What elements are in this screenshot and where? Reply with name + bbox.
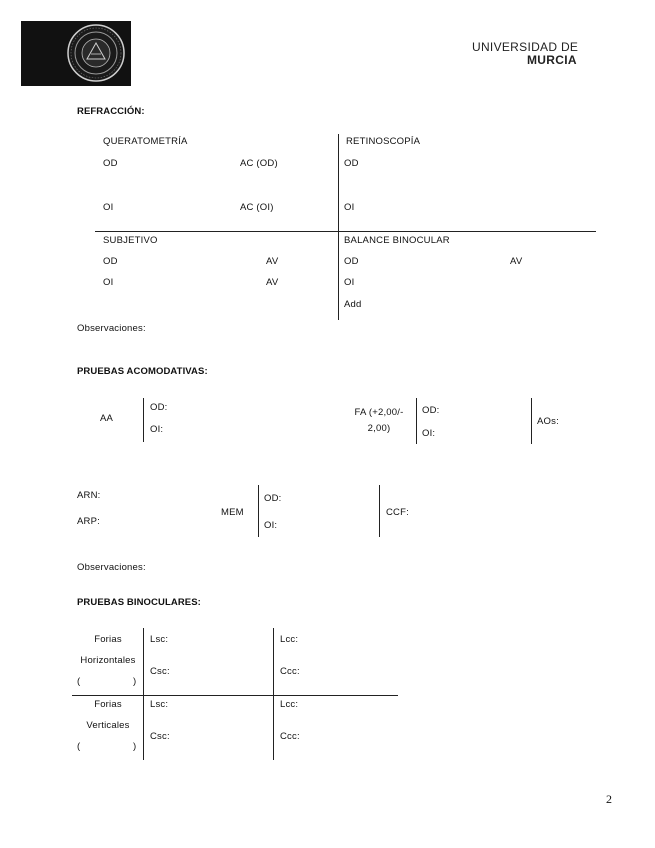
mem-od-label: OD: <box>264 493 282 504</box>
ccf-label: CCF: <box>386 507 409 518</box>
balance-od-av-label: AV <box>510 256 523 267</box>
binoculares-divider-right <box>273 628 274 760</box>
mem-oi-label: OI: <box>264 520 278 531</box>
page-number: 2 <box>606 792 612 806</box>
horizontales-paren-open: ( <box>77 676 81 687</box>
aa-label: AA <box>100 413 114 424</box>
mem-divider <box>258 485 259 537</box>
acomodativas-title: PRUEBAS ACOMODATIVAS: <box>77 366 208 377</box>
fa-label-line1: FA (+2,00/- <box>354 407 404 418</box>
arp-label: ARP: <box>77 516 100 527</box>
refraccion-title: REFRACCIÓN: <box>77 106 145 117</box>
forias-horizontales-label-line1: Forias <box>94 634 122 645</box>
verticales-lcc-label: Lcc: <box>280 699 299 710</box>
horizontales-lsc-label: Lsc: <box>150 634 169 645</box>
forias-verticales-label-line2: Verticales <box>86 720 130 731</box>
ccf-divider <box>379 485 380 537</box>
queratometria-label: QUERATOMETRÍA <box>103 136 188 147</box>
ac-od-label: AC (OD) <box>240 158 278 169</box>
horizontales-ccc-label: Ccc: <box>280 666 300 677</box>
refraccion-observaciones-label: Observaciones: <box>77 323 146 334</box>
university-name-line2: MURCIA <box>527 53 577 67</box>
refraccion-vertical-divider <box>338 134 339 320</box>
fa-od-label: OD: <box>422 405 440 416</box>
binoculares-divider-left <box>143 628 144 760</box>
verticales-paren-close: ) <box>133 741 137 752</box>
mem-label: MEM <box>221 507 244 518</box>
horizontales-lcc-label: Lcc: <box>280 634 299 645</box>
verticales-ccc-label: Ccc: <box>280 731 300 742</box>
retinoscopia-oi-label: OI <box>344 202 355 213</box>
horizontales-paren-close: ) <box>133 676 137 687</box>
aos-divider <box>531 398 532 444</box>
queratometria-od-label: OD <box>103 158 118 169</box>
aa-divider <box>143 398 144 442</box>
retinoscopia-od-label: OD <box>344 158 359 169</box>
binoculares-horizontal-divider <box>72 695 398 696</box>
aa-oi-label: OI: <box>150 424 164 435</box>
refraccion-horizontal-divider <box>95 231 596 232</box>
university-name-line1: UNIVERSIDAD DE <box>472 40 579 54</box>
balance-od-label: OD <box>344 256 359 267</box>
retinoscopia-label: RETINOSCOPÍA <box>346 136 421 147</box>
aos-label: AOs: <box>537 416 559 427</box>
subjetivo-oi-av-label: AV <box>266 277 279 288</box>
fa-divider <box>416 398 417 444</box>
binoculares-title: PRUEBAS BINOCULARES: <box>77 597 201 608</box>
acomodativas-observaciones-label: Observaciones: <box>77 562 146 573</box>
verticales-lsc-label: Lsc: <box>150 699 169 710</box>
subjetivo-od-av-label: AV <box>266 256 279 267</box>
fa-label-line2: 2,00) <box>367 423 391 434</box>
university-seal-icon <box>21 21 131 86</box>
subjetivo-oi-label: OI <box>103 277 114 288</box>
forias-verticales-label-line1: Forias <box>94 699 122 710</box>
balance-oi-label: OI <box>344 277 355 288</box>
aa-od-label: OD: <box>150 402 168 413</box>
subjetivo-od-label: OD <box>103 256 118 267</box>
balance-binocular-label: BALANCE BINOCULAR <box>344 235 450 246</box>
queratometria-oi-label: OI <box>103 202 114 213</box>
forias-horizontales-label-line2: Horizontales <box>80 655 136 666</box>
balance-add-label: Add <box>344 299 362 310</box>
subjetivo-label: SUBJETIVO <box>103 235 158 246</box>
ac-oi-label: AC (OI) <box>240 202 274 213</box>
horizontales-csc-label: Csc: <box>150 666 170 677</box>
verticales-paren-open: ( <box>77 741 81 752</box>
university-logo <box>21 21 131 86</box>
fa-oi-label: OI: <box>422 428 436 439</box>
verticales-csc-label: Csc: <box>150 731 170 742</box>
arn-label: ARN: <box>77 490 101 501</box>
